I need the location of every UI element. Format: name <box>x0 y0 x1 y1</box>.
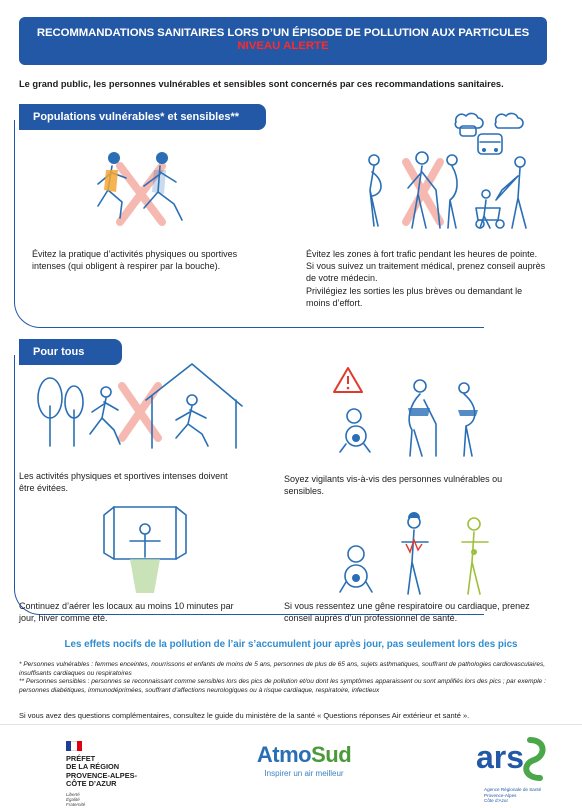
section1-right-p1: Évitez les zones à fort trafic pendant les heures de pointe. <box>306 249 538 259</box>
motto-line: Égalité <box>66 796 80 802</box>
section-title-vulnerables: Populations vulnérables* et sensibles** <box>19 104 266 130</box>
section2-text-3: Continuez d’aérer les locaux au moins 10 minutes par jour, hiver comme été. <box>19 601 234 624</box>
republic-motto <box>66 792 137 808</box>
footnotes <box>19 661 567 695</box>
section1-right-text <box>306 248 546 309</box>
ars-mark-icon <box>474 734 554 784</box>
highlight-message: Les effets nocifs de la pollution de l’air s’accumulent jour après jour, pas seulement lors des pics <box>64 639 518 650</box>
prefecture-name <box>66 755 137 789</box>
alert-level: NIVEAU ALERTE <box>237 40 329 52</box>
section-title-pour-tous: Pour tous <box>19 339 122 365</box>
vulnerable-people-illustration <box>360 150 548 234</box>
prefecture-logo <box>66 741 137 808</box>
ars-sub-line: Provence-Alpes <box>484 792 517 798</box>
prefecture-line: PRÉFET <box>66 754 96 763</box>
page-title: RECOMMANDATIONS SANITAIRES LORS D’UN ÉPISODE DE POLLUTION AUX PARTICULES <box>36 27 530 39</box>
section2-text-1: Les activités physiques et sportives intenses doivent être évitées. <box>19 471 228 494</box>
section2-text-2: Soyez vigilants vis-à-vis des personnes vulnérables ou sensibles. <box>284 474 503 497</box>
footnote-vulnerables: * Personnes vulnérables : femmes enceintes, nourrissons et enfants de moins de 5 ans, personnes de plus de 65 ans, sujets asthmatiques, souffrant de pathologies cardiovasculaires, insuffisants cardiaques ou respiratoires <box>19 661 546 677</box>
runners-crossed-illustration <box>92 146 202 232</box>
further-info-text: Si vous avez des questions complémentaires, consultez le guide du ministère de la santé « Questions réponses Air extérieur et santé ». <box>19 711 470 720</box>
motto-line: Liberté <box>66 791 80 797</box>
atmosud-tagline: Inspirer un air meilleur <box>264 769 344 778</box>
ars-subtitle <box>484 787 541 804</box>
atmosud-name-a: Atmo <box>256 742 312 767</box>
motto-line: Fraternité <box>66 802 86 808</box>
section1-right-p3: Privilégiez les sorties les plus brèves ou demandant le moins d’effort. <box>306 285 523 308</box>
vulnerable-group-warning-illustration <box>332 364 492 460</box>
prefecture-line: CÔTE D’AZUR <box>66 779 117 789</box>
intro-text: Le grand public, les personnes vulnérables et sensibles sont concernés par ces recommandations sanitaires. <box>19 79 504 89</box>
header-banner <box>19 17 547 65</box>
ars-sub-line: Côte d’Azur <box>484 798 509 803</box>
ars-mark-text: ars <box>476 739 525 775</box>
section1-left-text: Évitez la pratique d’activités physiques ou sportives intenses (qui obligent à respirer par la bouche). <box>32 249 238 272</box>
footnote-sensibles: ** Personnes sensibles : personnes se reconnaissant comme sensibles lors des pics de pollution et/ou dont les symptômes apparaissent ou sont amplifiés lors des pics ; par exemple : personnes diabétiques, immunodéprimées, souffrant d’affections neurologiques ou à risque cardiaque, respiratoire, infectieux <box>19 678 546 694</box>
ars-sub-line: Agence Régionale de Santé <box>484 787 542 792</box>
outdoor-indoor-exercise-illustration <box>36 360 250 452</box>
ars-logo <box>474 734 554 803</box>
prefecture-line: PROVENCE-ALPES- <box>66 770 138 780</box>
french-flag-icon <box>66 741 82 751</box>
atmosud-logo <box>245 742 363 778</box>
health-check-illustration <box>334 510 504 596</box>
atmosud-name <box>245 742 363 768</box>
window-ventilation-illustration <box>100 503 190 595</box>
section1-right-p2: Si vous suivez un traitement médical, prenez conseil auprès de votre médecin. <box>306 261 546 284</box>
atmosud-name-b: Sud <box>311 742 352 767</box>
section2-text-4: Si vous ressentez une gêne respiratoire ou cardiaque, prenez conseil auprès d’un professionnel de santé. <box>284 601 530 624</box>
prefecture-line: DE LA RÉGION <box>66 762 120 772</box>
